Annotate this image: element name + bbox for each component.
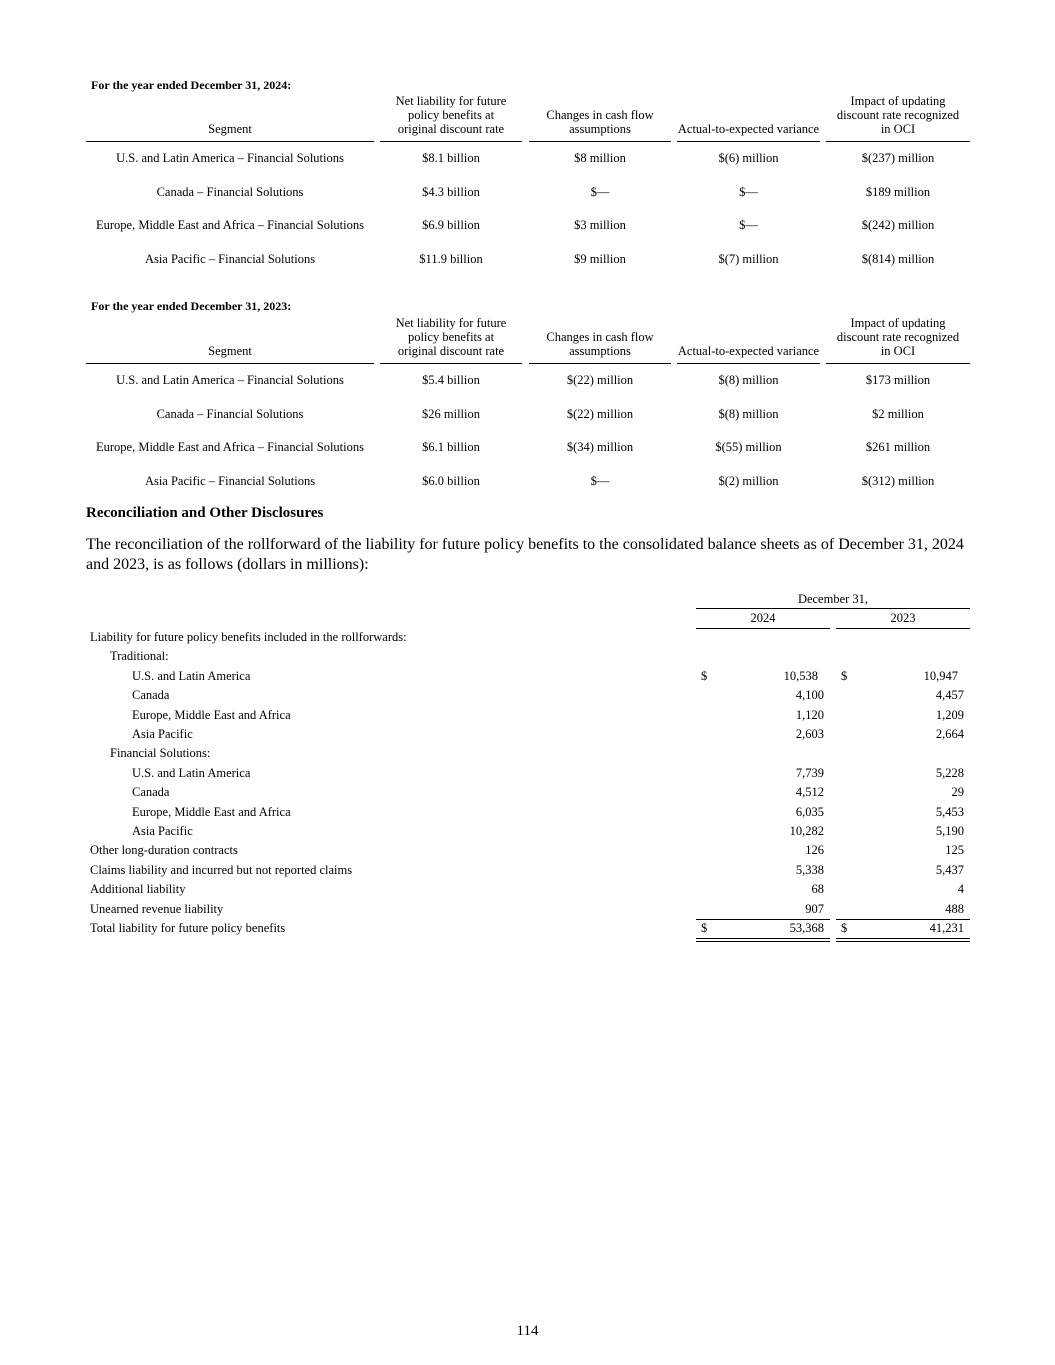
value-cell: $(55) million: [715, 440, 782, 455]
segment-cell: Asia Pacific – Financial Solutions: [144, 473, 316, 488]
segment-cell: Canada – Financial Solutions: [156, 184, 304, 199]
value-cell: $8 million: [574, 151, 626, 166]
value-2024: 10,538: [783, 668, 818, 683]
section-title: Reconciliation and Other Disclosures: [86, 505, 324, 521]
value-cell: $(34) million: [566, 440, 634, 455]
row-label: Unearned revenue liability: [90, 901, 224, 916]
value-cell: $4.3 billion: [422, 184, 480, 199]
value-cell: $(8) million: [718, 406, 779, 421]
value-cell: $9 million: [574, 251, 626, 266]
row-label: Europe, Middle East and Africa: [132, 707, 291, 722]
table-row: [86, 243, 970, 277]
value-cell: $3 million: [574, 218, 626, 233]
value-cell: $(7) million: [718, 251, 779, 266]
value-cell: $(8) million: [718, 373, 779, 388]
table-row: [86, 841, 970, 860]
section-paragraph: The reconciliation of the rollforward of the liability for future policy benefits to the consolidated balance sheets as of December 31, 2024 and 2023, is as follows (dollars in millions):: [86, 536, 964, 573]
value-cell: $—: [590, 473, 610, 488]
table-row: [86, 744, 970, 763]
table-row: [86, 822, 970, 841]
table-row: [86, 900, 970, 919]
table-row: [86, 880, 970, 899]
value-2024: 10,282: [789, 824, 824, 838]
table-row: [86, 628, 970, 647]
value-cell: $5.4 billion: [422, 373, 480, 388]
currency-symbol: $: [701, 921, 708, 935]
row-label: Traditional:: [110, 649, 169, 664]
segment-table-2023: [86, 318, 970, 498]
value-2023: 1,209: [935, 707, 964, 722]
year-2024-heading: For the year ended December 31, 2024:: [91, 78, 292, 92]
row-label: Asia Pacific: [132, 824, 193, 838]
currency-symbol: $: [701, 668, 708, 683]
page-number: 114: [516, 1323, 539, 1339]
segment-table-2024: [86, 96, 970, 276]
value-2023: 5,190: [935, 824, 964, 838]
segment-cell: U.S. and Latin America – Financial Solutions: [116, 151, 344, 166]
row-label: Total liability for future policy benefits: [90, 921, 286, 935]
value-2024: 4,512: [795, 785, 824, 800]
value-2024: 907: [805, 901, 824, 916]
segment-cell: Europe, Middle East and Africa – Financial Solutions: [95, 440, 364, 455]
segment-cell: Europe, Middle East and Africa – Financial Solutions: [95, 218, 364, 233]
value-2024: 4,100: [795, 688, 824, 703]
value-2023: 41,231: [929, 921, 964, 935]
table-row: [86, 647, 970, 666]
value-2023: 488: [945, 901, 964, 916]
table-row: [86, 667, 970, 686]
year-column-2024: 2024: [750, 611, 776, 625]
table-row: [86, 919, 970, 938]
value-cell: $261 million: [865, 440, 931, 455]
column-header: Net liability for future policy benefits at original discount rate: [380, 316, 522, 358]
value-cell: $8.1 billion: [422, 151, 480, 166]
value-cell: $(814) million: [861, 251, 935, 266]
table-row: [86, 398, 970, 432]
table-row: [86, 686, 970, 705]
table-row: [86, 364, 970, 398]
value-2023: 4,457: [935, 688, 964, 703]
value-cell: $(2) million: [718, 473, 779, 488]
value-cell: $173 million: [865, 373, 931, 388]
row-label: Canada: [132, 785, 170, 800]
table-row: [86, 209, 970, 243]
value-cell: $(242) million: [861, 218, 935, 233]
value-2023: 5,453: [935, 804, 964, 819]
value-cell: $(312) million: [861, 473, 935, 488]
row-label: Other long-duration contracts: [90, 843, 238, 858]
column-header: Actual-to-expected variance: [677, 122, 820, 136]
row-label: Additional liability: [90, 882, 186, 897]
value-cell: $6.9 billion: [422, 218, 480, 233]
table-row: [86, 465, 970, 499]
row-label: U.S. and Latin America: [132, 668, 251, 683]
value-cell: $—: [590, 184, 610, 199]
table-row: [86, 764, 970, 783]
segment-cell: U.S. and Latin America – Financial Solutions: [116, 373, 344, 388]
year-column-2023: 2023: [890, 611, 916, 625]
value-2023: 29: [951, 785, 964, 800]
row-label: Canada: [132, 688, 170, 703]
value-2023: 2,664: [935, 727, 964, 741]
value-cell: $189 million: [865, 184, 931, 199]
column-header: Net liability for future policy benefits at original discount rate: [380, 94, 522, 136]
value-cell: $(6) million: [718, 151, 779, 166]
table-header: [86, 96, 970, 142]
row-label: Liability for future policy benefits included in the rollforwards:: [90, 630, 407, 644]
value-2024: 5,338: [795, 862, 824, 877]
table-row: [86, 431, 970, 465]
value-2023: 5,437: [935, 862, 964, 877]
value-2024: 126: [805, 843, 824, 858]
value-2024: 68: [811, 882, 824, 897]
row-label: Claims liability and incurred but not reported claims: [90, 862, 353, 877]
value-2024: 53,368: [789, 921, 824, 935]
value-2024: 6,035: [795, 804, 824, 819]
value-cell: $11.9 billion: [419, 251, 483, 266]
value-2023: 4: [957, 882, 964, 897]
row-label: Europe, Middle East and Africa: [132, 804, 291, 819]
value-cell: $6.1 billion: [422, 440, 480, 455]
value-2023: 5,228: [935, 765, 964, 780]
value-2024: 1,120: [795, 707, 824, 722]
value-cell: $—: [739, 184, 758, 199]
value-2023: 10,947: [923, 668, 958, 683]
value-cell: $26 million: [422, 406, 480, 421]
december-header: December 31,: [797, 592, 869, 606]
table-header: [86, 318, 970, 364]
row-label: Asia Pacific: [132, 727, 193, 741]
value-2024: 7,739: [795, 765, 824, 780]
table-row: [86, 142, 970, 176]
value-2023: 125: [945, 843, 964, 858]
column-header: Actual-to-expected variance: [677, 344, 820, 358]
segment-cell: Canada – Financial Solutions: [156, 406, 304, 421]
table-row: [86, 783, 970, 802]
column-header: Changes in cash flow assumptions: [529, 108, 671, 136]
year-2023-heading: For the year ended December 31, 2023:: [91, 299, 292, 313]
column-header: Impact of updating discount rate recognized in OCI: [826, 316, 970, 358]
row-label: Financial Solutions:: [110, 746, 211, 761]
column-header: Segment: [86, 122, 374, 136]
value-2024: 2,603: [795, 727, 824, 741]
column-header: Changes in cash flow assumptions: [529, 330, 671, 358]
column-header: Impact of updating discount rate recognized in OCI: [826, 94, 970, 136]
value-cell: $—: [739, 218, 758, 233]
value-cell: $2 million: [872, 406, 924, 421]
value-cell: $(22) million: [566, 373, 634, 388]
table-row: [86, 706, 970, 725]
row-label: U.S. and Latin America: [132, 765, 251, 780]
table-row: [86, 725, 970, 744]
currency-symbol: $: [841, 921, 848, 935]
value-cell: $6.0 billion: [422, 473, 480, 488]
segment-cell: Asia Pacific – Financial Solutions: [144, 251, 316, 266]
value-cell: $(237) million: [861, 151, 935, 166]
table-row: [86, 803, 970, 822]
table-row: [86, 176, 970, 210]
value-cell: $(22) million: [566, 406, 634, 421]
column-header: Segment: [86, 344, 374, 358]
table-row: [86, 861, 970, 880]
currency-symbol: $: [841, 668, 848, 683]
